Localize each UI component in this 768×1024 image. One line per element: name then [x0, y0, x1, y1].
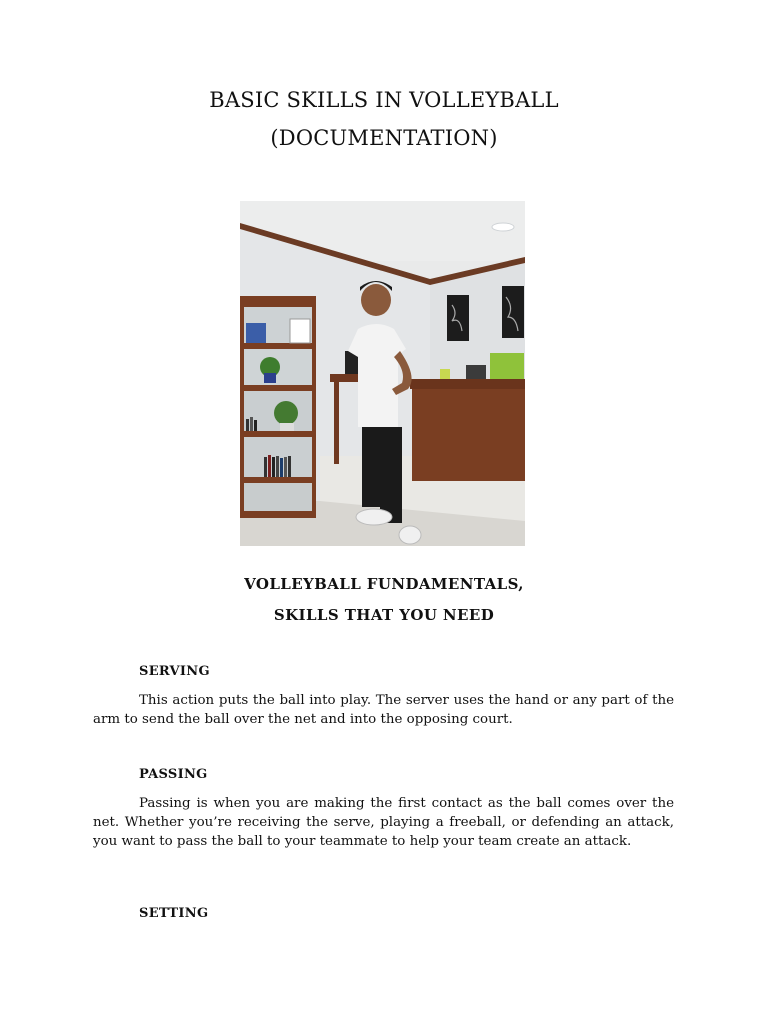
section-text-serving: This action puts the ball into play. The server uses the hand or any part of the arm to send the ball over the net and into the opposing court. [93, 693, 674, 727]
section-heading-passing: PASSING [139, 767, 208, 782]
document-title-line2: (DOCUMENTATION) [270, 126, 498, 150]
subheading-line2: SKILLS THAT YOU NEED [273, 606, 495, 624]
documentation-photo [240, 201, 525, 546]
document-title-line1: BASIC SKILLS IN VOLLEYBALL [209, 88, 559, 112]
subheading-line1: VOLLEYBALL FUNDAMENTALS, [244, 575, 524, 593]
section-heading-serving: SERVING [139, 664, 210, 679]
section-text-passing: Passing is when you are making the first contact as the ball comes over the net. Whether you’re receiving the serve, playing a freeball, or defending an attack, you want to pass the ball to your teammate to help your team create an attack. [93, 796, 674, 849]
section-heading-setting: SETTING [139, 906, 209, 921]
